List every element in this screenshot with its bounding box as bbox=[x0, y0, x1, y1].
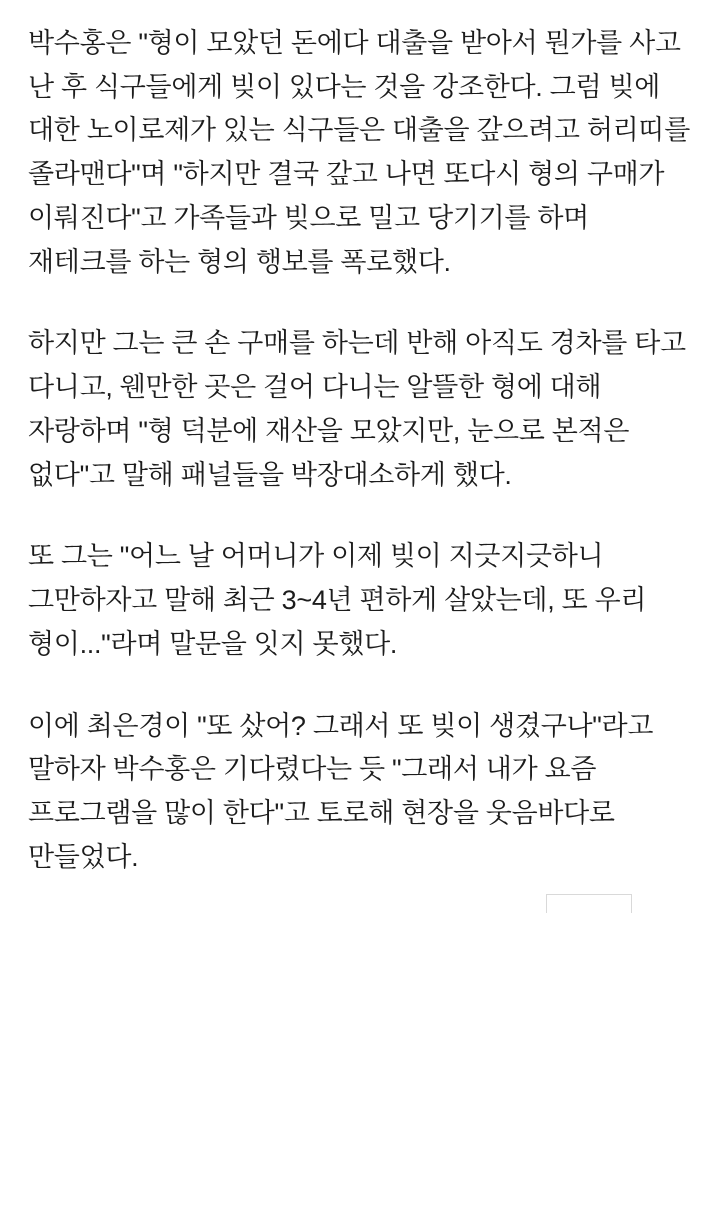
article-paragraph: 하지만 그는 큰 손 구매를 하는데 반해 아직도 경차를 타고 다니고, 웬만한 곳은 걸어 다니는 알뜰한 형에 대해 자랑하며 "형 덕분에 재산을 모았지만, 눈으로 본적은 없다"고 말해 패널들을 박장대소하게 했다. bbox=[28, 328, 694, 490]
article-paragraph: 박수홍은 "형이 모았던 돈에다 대출을 받아서 뭔가를 사고 난 후 식구들에게 빚이 있다는 것을 강조한다. 그럼 빚에 대한 노이로제가 있는 식구들은 대출을 갚으려고 허리띠를 졸라맨다"며 "하지만 결국 갚고 나면 또다시 형의 구매가 이뤄진다"고 가족들과 빚으로 밀고 당기기를 하며 재테크를 하는 형의 행보를 폭로했다. bbox=[28, 28, 698, 277]
article-paragraph: 이에 최은경이 "또 샀어? 그래서 또 빚이 생겼구나"라고 말하자 박수홍은 기다렸다는 듯 "그래서 내가 요즘 프로그램을 많이 한다"고 토로해 현장을 웃음바다로 만들었다. bbox=[28, 710, 661, 872]
page-bottom-strip bbox=[0, 889, 720, 913]
partial-widget-frame bbox=[546, 894, 632, 913]
article-paragraph: 또 그는 "어느 날 어머니가 이제 빚이 지긋지긋하니 그만하자고 말해 최근 3~4년 편하게 살았는데, 또 우리 형이..."라며 말문을 잇지 못했다. bbox=[28, 541, 654, 659]
